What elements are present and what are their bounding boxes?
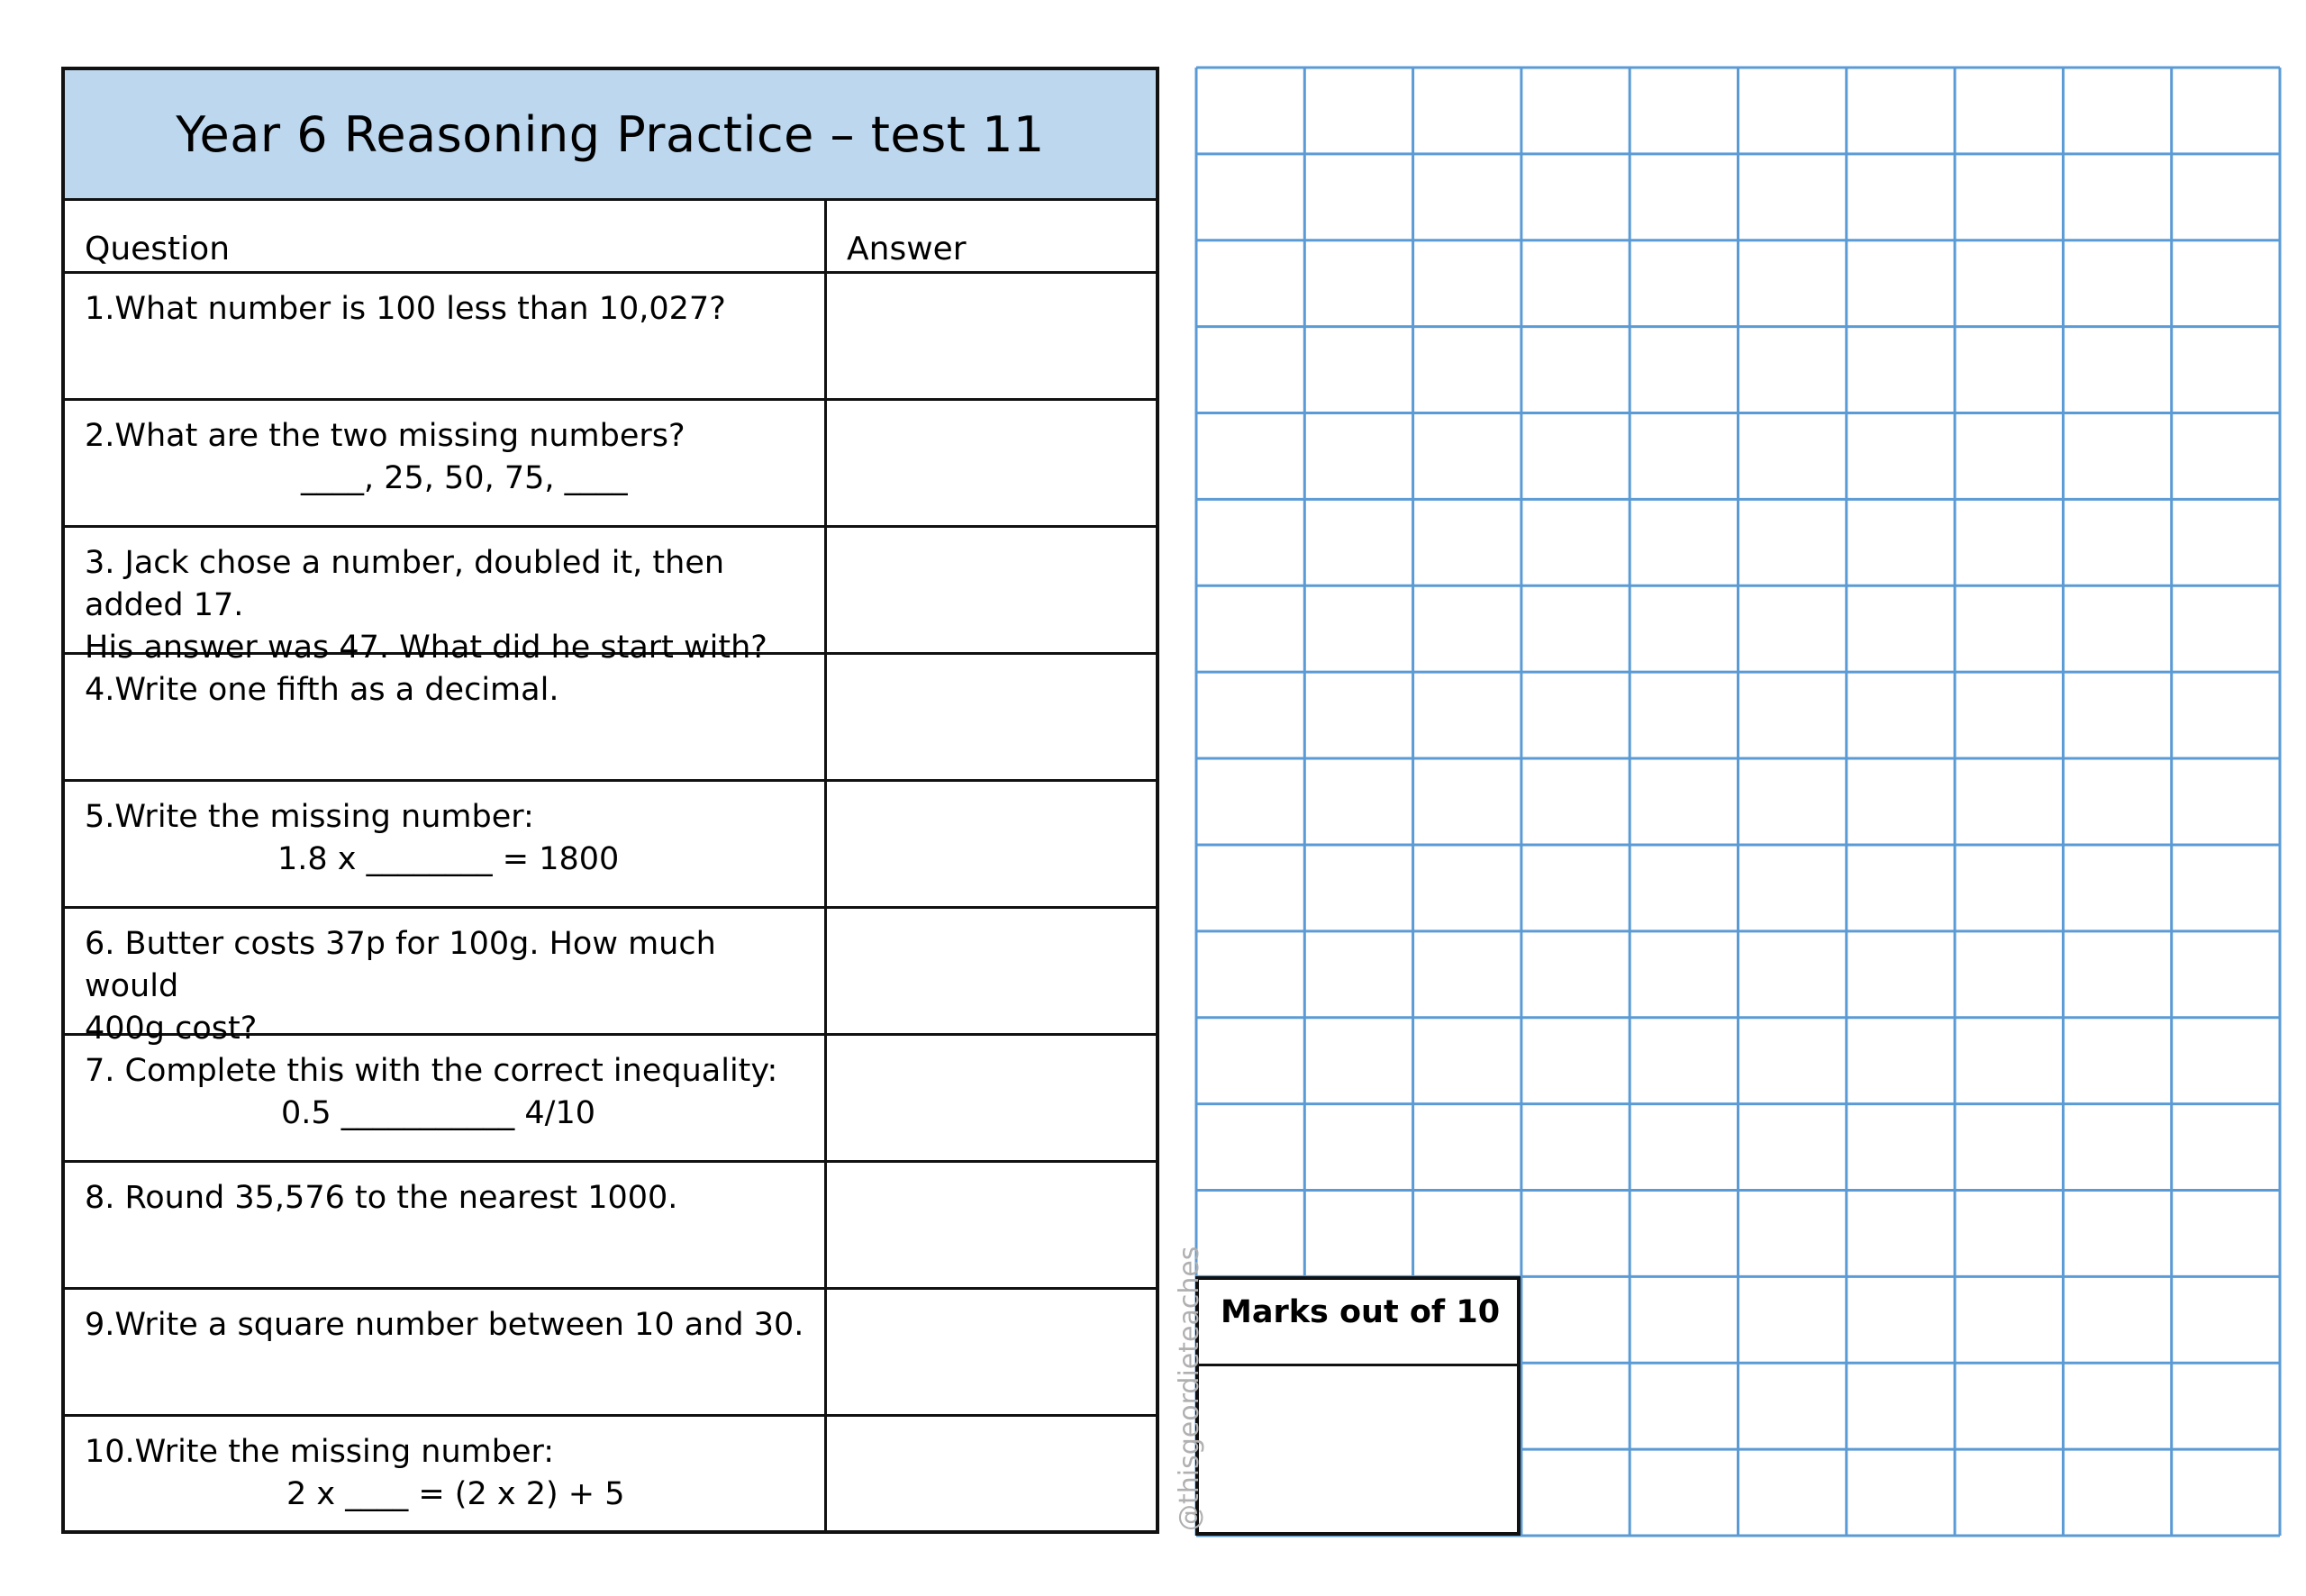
question-line: 3. Jack chose a number, doubled it, then added 17. (85, 545, 725, 623)
question-line-continued: 400g cost? (85, 1011, 258, 1047)
marks-box (1195, 1276, 1521, 1536)
question-line: 9.Write a square number between 10 and 30. (85, 1307, 804, 1343)
question-line: 1.What number is 100 less than 10,027? (85, 291, 726, 327)
worksheet-table (61, 67, 1159, 1534)
question-text (85, 1431, 814, 1516)
question-text (85, 923, 814, 1050)
question-line: 6. Butter costs 37p for 100g. How much would (85, 926, 716, 1004)
question-row-2 (65, 401, 1156, 528)
marks-label: Marks out of 10 (1221, 1294, 1501, 1330)
question-equation: 1.8 x ________ = 1800 (277, 841, 620, 877)
question-row-8 (65, 1163, 1156, 1290)
question-text (85, 1304, 814, 1347)
question-text (85, 1177, 814, 1220)
column-header-question: Question (85, 231, 231, 268)
title-bar (65, 70, 1156, 201)
question-row-9 (65, 1290, 1156, 1417)
question-text (85, 542, 814, 669)
watermark: @thisgeordieteaches (1174, 1246, 1205, 1531)
question-line-continued: His answer was 47. What did he start with? (85, 630, 767, 666)
question-text (85, 288, 814, 331)
question-text (85, 669, 814, 712)
question-line: 4.Write one fifth as a decimal. (85, 672, 559, 708)
question-line: 7. Complete this with the correct inequality: (85, 1053, 778, 1089)
question-line: 5.Write the missing number: (85, 799, 534, 835)
marks-header (1199, 1280, 1517, 1366)
question-line: 2.What are the two missing numbers? (85, 418, 685, 454)
question-equation: ____, 25, 50, 75, ____ (301, 460, 628, 496)
question-row-6 (65, 909, 1156, 1047)
question-line: 10.Write the missing number: (85, 1434, 555, 1470)
question-row-5 (65, 782, 1156, 909)
worksheet-title: Year 6 Reasoning Practice – test 11 (176, 105, 1045, 163)
question-text (85, 796, 814, 881)
question-line: 8. Round 35,576 to the nearest 1000. (85, 1180, 678, 1216)
question-row-3 (65, 528, 1156, 666)
column-header-answer: Answer (847, 231, 967, 268)
column-divider (824, 198, 827, 1530)
table-header-row (65, 198, 1156, 274)
question-equation: 0.5 ___________ 4/10 (281, 1095, 596, 1131)
question-row-1 (65, 274, 1156, 401)
question-row-4 (65, 655, 1156, 782)
question-row-10 (65, 1417, 1156, 1544)
question-equation: 2 x ____ = (2 x 2) + 5 (286, 1476, 625, 1512)
question-text (85, 415, 814, 500)
question-text (85, 1050, 814, 1135)
question-row-7 (65, 1036, 1156, 1163)
